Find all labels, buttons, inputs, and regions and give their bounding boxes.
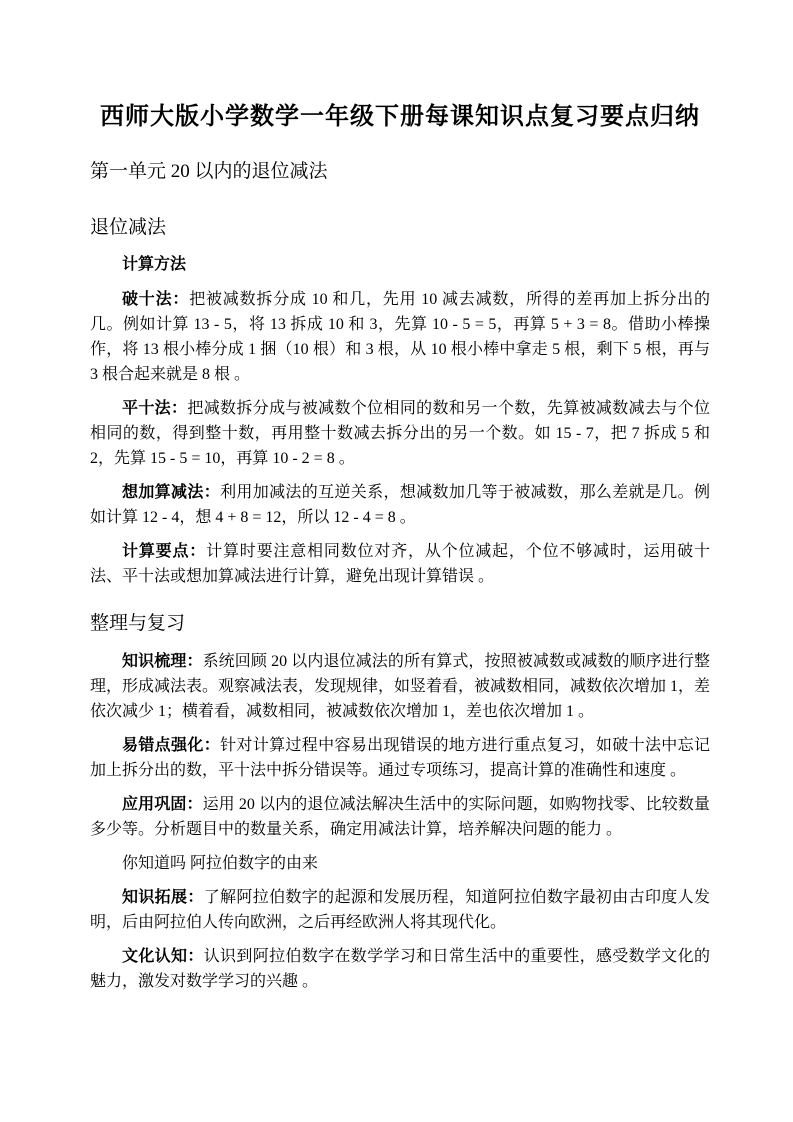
paragraph-text-pingshifa: 把减数拆分成与被减数个位相同的数和另一个数，先算被减数减去与个位相同的数，得到整十数，再用整十数减去拆分出的另一个数。如 15 - 7，把 7 拆成 5 和 2，先算 15 - 5 = 10，再算 10 - 2 = 8 。 [90,400,710,467]
paragraph-poshifa [90,287,710,387]
paragraph-jisuan-yaodian [90,539,710,589]
unit-heading: 第一单元 20 以内的退位减法 [90,161,328,182]
note-line-did-you-know: 你知道吗 阿拉伯数字的由来 [122,855,319,872]
paragraph-yicuodian [90,733,710,783]
paragraph-lead-zhishi-tuozhan: 知识拓展： [122,889,204,906]
paragraph-lead-wenhua-renzhi: 文化认知： [122,948,204,965]
paragraph-pingshifa [90,396,710,471]
paragraph-lead-xiangjia-suanjian: 想加算减法： [122,484,221,501]
paragraph-text-jisuan-yaodian: 计算时要注意相同数位对齐，从个位减起，个位不够减时，运用破十法、平十法或想加算减法进行计算，避免出现计算错误 。 [90,543,710,585]
paragraph-wenhua-renzhi [90,944,710,994]
paragraph-text-yicuodian: 针对计算过程中容易出现错误的地方进行重点复习，如破十法中忘记加上拆分出的数，平十法中拆分错误等。通过专项练习，提高计算的准确性和速度 。 [90,737,710,779]
paragraph-lead-zhishi-shuli: 知识梳理： [122,653,203,670]
paragraph-lead-pingshifa: 平十法： [122,400,188,417]
paragraph-zhishi-shuli [90,649,710,724]
paragraph-yingyong-gonggu [90,792,710,842]
section-heading-review: 整理与复习 [90,613,186,634]
doc-title: 西师大版小学数学一年级下册每课知识点复习要点归纳 [100,104,700,130]
paragraph-lead-poshifa: 破十法： [122,291,190,308]
paragraph-zhishi-tuozhan [90,885,710,935]
paragraph-text-poshifa: 把被减数拆分成 10 和几，先用 10 减去减数，所得的差再加上拆分出的几。例如计算 13 - 5，将 13 拆成 10 和 3，先算 10 - 5 = 5，再算 5 + 3 = 8。借助小棒操作，将 13 根小棒分成 1 捆（10 根）和 3 根，从 10 根小棒中拿走 5 根，剩下 5 根，再与 3 根合起来就是 8 根 。 [90,291,710,383]
paragraph-text-zhishi-shuli: 系统回顾 20 以内退位减法的所有算式，按照被减数或减数的顺序进行整理，形成减法表。观察减法表，发现规律，如竖着看，被减数相同，减数依次增加 1，差依次减少 1；横着看，减数相同，被减数依次增加 1，差也依次增加 1 。 [90,653,711,720]
section-heading-borrow-subtraction: 退位减法 [90,217,167,238]
subheading-calculation-methods: 计算方法 [122,256,187,273]
paragraph-lead-yicuodian: 易错点强化： [122,737,221,754]
paragraph-lead-yingyong-gonggu: 应用巩固： [122,796,203,813]
paragraph-lead-jisuan-yaodian: 计算要点： [122,543,207,560]
paragraph-text-yingyong-gonggu: 运用 20 以内的退位减法解决生活中的实际问题，如购物找零、比较数量多少等。分析题目中的数量关系，确定用减法计算，培养解决问题的能力 。 [90,796,710,838]
paragraph-text-xiangjia-suanjian: 利用加减法的互逆关系，想减数加几等于被减数，那么差就是几。例如计算 12 - 4，想 4 + 8 = 12，所以 12 - 4 = 8 。 [90,484,710,526]
paragraph-text-zhishi-tuozhan: 了解阿拉伯数字的起源和发展历程，知道阿拉伯数字最初由古印度人发明，后由阿拉伯人传向欧洲，之后再经欧洲人将其现代化。 [90,889,710,931]
paragraph-text-wenhua-renzhi: 认识到阿拉伯数字在数学学习和日常生活中的重要性，感受数学文化的魅力，激发对数学学习的兴趣 。 [90,948,710,990]
paragraph-xiangjia-suanjian [90,480,710,530]
